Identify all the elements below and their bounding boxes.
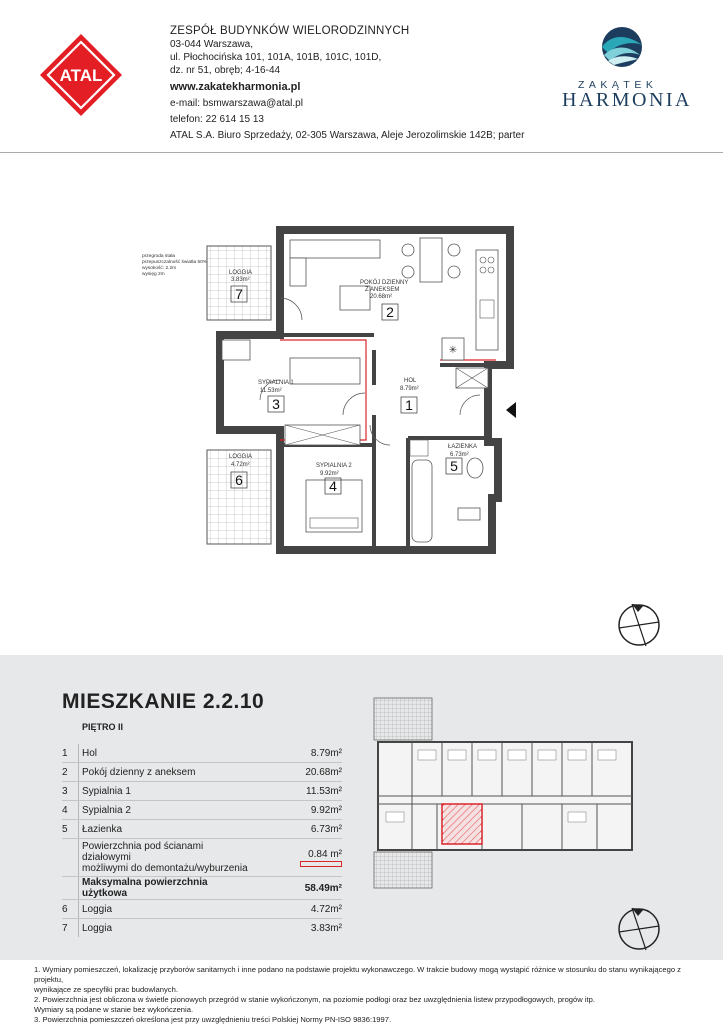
plan-note-4: wysięg 2m — [142, 272, 165, 277]
svg-text:4.72m²: 4.72m² — [231, 462, 250, 468]
svg-text:LOGGIA: LOGGIA — [229, 270, 253, 276]
sofa — [290, 240, 380, 258]
svg-text:HOL: HOL — [404, 378, 417, 384]
svg-text:SYPIALNIA 2: SYPIALNIA 2 — [316, 463, 352, 469]
loggia-7-area — [207, 246, 271, 320]
header-email: e-mail: bsmwarszawa@atal.pl — [170, 98, 303, 109]
harmonia-emblem-icon — [556, 25, 696, 85]
footnote-4: 3. Powierzchnia pomieszczeń określona jest przy uwzględnieniu treści Polskiej Normy PN-ISO 9836:1997. — [34, 1015, 392, 1024]
header-website-link[interactable]: www.zakatekharmonia.pl — [170, 81, 301, 93]
header-phone: telefon: 22 614 15 13 — [170, 114, 264, 125]
compass-icon-2 — [616, 906, 662, 952]
compass-icon — [616, 602, 662, 648]
partition-area: 0.84 m² — [308, 848, 342, 860]
floor-label: PIĘTRO II — [82, 722, 124, 732]
partition-legend-swatch — [300, 861, 342, 867]
svg-text:20.68m²: 20.68m² — [370, 294, 393, 300]
header-address-1: 03-044 Warszawa, — [170, 39, 253, 50]
svg-text:4: 4 — [329, 478, 337, 494]
table-row: 2 Pokój dzienny z aneksem 20.68m² — [62, 763, 342, 782]
plan-note-2: przepuszczalność światła 50% — [142, 260, 208, 265]
svg-text:6.73m²: 6.73m² — [450, 452, 469, 458]
zakatek-harmonia-logo — [556, 25, 696, 120]
building-floor-key-plan — [372, 692, 642, 912]
svg-text:8.79m²: 8.79m² — [400, 386, 419, 392]
atal-logo — [38, 32, 124, 118]
table-row: 7 Loggia 3.83m² — [62, 919, 342, 938]
svg-text:ŁAZIENKA: ŁAZIENKA — [448, 444, 478, 450]
svg-text:9.92m²: 9.92m² — [320, 471, 339, 477]
toilet — [458, 508, 480, 520]
footnote-1b: wynikające ze specyfiki prac budowlanych. — [34, 985, 178, 994]
svg-text:11.53m²: 11.53m² — [260, 388, 282, 394]
plan-note-1: przegroda stała — [142, 254, 176, 259]
max-area-row: Maksymalna powierzchnia użytkowa 58.49m² — [62, 877, 342, 900]
footnote-2: 2. Powierzchnia jest obliczona w świetle pionowych przegród w stanie wykończonym, na poziomie podłogi oraz bez uwzględnienia listew przypodłogowych, progów itp. — [34, 995, 595, 1004]
svg-text:6: 6 — [235, 472, 243, 488]
svg-text:3.83m²: 3.83m² — [231, 277, 250, 283]
header-office: ATAL S.A. Biuro Sprzedaży, 02-305 Warszawa, Aleje Jerozolimskie 142B; parter — [170, 130, 525, 141]
svg-text:POKÓJ DZIENNY: POKÓJ DZIENNY — [360, 280, 409, 286]
rooms-table — [62, 744, 342, 937]
entrance-arrow-icon — [506, 402, 516, 418]
bathtub — [412, 460, 432, 542]
svg-text:5: 5 — [450, 458, 458, 474]
partition-label-2: możliwymi do demontażu/wyburzenia — [82, 863, 248, 874]
svg-text:7: 7 — [235, 286, 243, 302]
partition-label-1: Powierzchnia pod ścianami działowymi — [82, 841, 204, 863]
table-row: 3 Sypialnia 1 11.53m² — [62, 782, 342, 801]
footnote-1: 1. Wymiary pomieszczeń, lokalizację przyborów sanitarnych i inne podano na podstawie projektu wykonawczego. W trakcie budowy mogą wystąpić różnice w stosunku do stanu wynikającego z projektu, — [34, 965, 681, 984]
footnotes — [34, 965, 704, 1025]
apartment-title: MIESZKANIE 2.2.10 — [62, 690, 265, 713]
svg-text:1: 1 — [405, 397, 413, 413]
svg-text:✳: ✳ — [448, 345, 458, 356]
washbasin — [467, 458, 483, 478]
floor-plan — [130, 210, 550, 570]
svg-text:2: 2 — [386, 304, 394, 320]
svg-text:SYPIALNIA 1: SYPIALNIA 1 — [258, 380, 294, 386]
table-row: 6 Loggia 4.72m² — [62, 900, 342, 919]
svg-text:3: 3 — [272, 396, 280, 412]
partition-area-row — [62, 839, 342, 877]
footnote-3: Wymiary są podane w stanie bez wykończenia. — [34, 1005, 194, 1014]
plan-note-3: wysokość: 2.2m — [142, 266, 177, 271]
header-address-3: dz. nr 51, obręb; 4-16-44 — [170, 65, 281, 76]
dining-table — [420, 238, 442, 282]
bed-1 — [290, 358, 360, 384]
table-row: 1 Hol 8.79m² — [62, 744, 342, 763]
atal-logo-text: ATAL — [59, 66, 103, 85]
header-title: ZESPÓŁ BUDYNKÓW WIELORODZINNYCH — [170, 25, 410, 37]
header-address-2: ul. Płochocińska 101, 101A, 101B, 101C, 101D, — [170, 52, 382, 63]
header-divider — [0, 152, 723, 153]
table-row: 4 Sypialnia 2 9.92m² — [62, 801, 342, 820]
svg-text:Z ANEKSEM: Z ANEKSEM — [365, 287, 400, 293]
table-row: 5 Łazienka 6.73m² — [62, 820, 342, 839]
brand-bottom-text: HARMONIA — [562, 89, 692, 111]
svg-text:LOGGIA: LOGGIA — [229, 454, 253, 460]
brand-top-text: ZAKĄTEK — [578, 79, 658, 91]
